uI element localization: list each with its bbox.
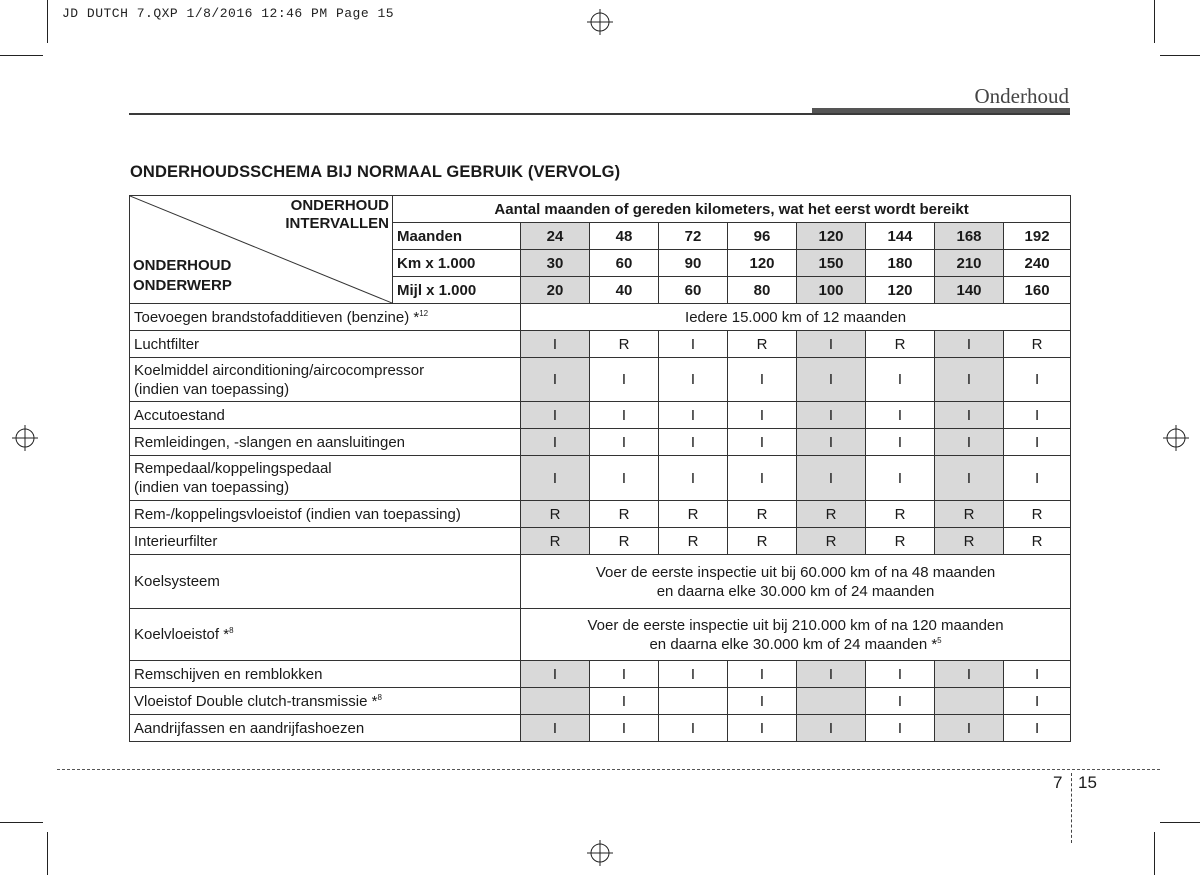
schedule-cell: [521, 688, 590, 715]
crop-mark: [0, 822, 43, 823]
interval-value: 30: [521, 250, 590, 277]
corner-intervals-label: ONDERHOUD INTERVALLEN: [285, 197, 389, 232]
schedule-cell: R: [659, 501, 728, 528]
row-item: Remleidingen, -slangen en aansluitingen: [130, 429, 521, 456]
interval-value: 160: [1004, 277, 1071, 304]
interval-label: Maanden: [393, 223, 521, 250]
table-row: [130, 304, 1071, 331]
schedule-cell: I: [590, 358, 659, 402]
schedule-cell: R: [866, 501, 935, 528]
schedule-cell: R: [590, 528, 659, 555]
chapter-number: 7: [1053, 773, 1063, 792]
schedule-cell: I: [935, 456, 1004, 501]
interval-value: 150: [797, 250, 866, 277]
span-header-row: [130, 196, 1071, 223]
crop-mark: [47, 0, 48, 43]
interval-value: 90: [659, 250, 728, 277]
row-note: Iedere 15.000 km of 12 maanden: [521, 304, 1071, 331]
schedule-cell: I: [521, 429, 590, 456]
schedule-cell: R: [659, 528, 728, 555]
schedule-cell: I: [866, 358, 935, 402]
schedule-cell: I: [866, 402, 935, 429]
schedule-cell: I: [1004, 715, 1071, 742]
schedule-cell: I: [659, 661, 728, 688]
schedule-cell: R: [590, 501, 659, 528]
schedule-cell: I: [590, 456, 659, 501]
schedule-cell: I: [590, 715, 659, 742]
schedule-cell: I: [797, 429, 866, 456]
schedule-cell: I: [866, 688, 935, 715]
crop-mark: [1160, 822, 1200, 823]
schedule-cell: R: [866, 331, 935, 358]
schedule-cell: R: [521, 528, 590, 555]
row-item: Toevoegen brandstofadditieven (benzine) *$^{12}$: [130, 304, 521, 331]
interval-label: Km x 1.000: [393, 250, 521, 277]
interval-value: 20: [521, 277, 590, 304]
interval-value: 60: [659, 277, 728, 304]
row-item: Rempedaal/koppelingspedaal (indien van toepassing): [130, 456, 521, 501]
row-item: Koelmiddel airconditioning/aircocompressor (indien van toepassing): [130, 358, 521, 402]
section-title: Onderhoud: [974, 84, 1069, 108]
schedule-cell: I: [935, 402, 1004, 429]
interval-value: 48: [590, 223, 659, 250]
schedule-cell: I: [521, 358, 590, 402]
schedule-cell: R: [1004, 331, 1071, 358]
row-item: Koelsysteem: [130, 555, 521, 609]
schedule-cell: I: [521, 661, 590, 688]
schedule-cell: R: [797, 501, 866, 528]
schedule-cell: I: [728, 456, 797, 501]
registration-mark-icon: [587, 9, 613, 35]
row-item: Aandrijfassen en aandrijfashoezen: [130, 715, 521, 742]
schedule-cell: I: [866, 429, 935, 456]
schedule-cell: I: [866, 456, 935, 501]
schedule-cell: I: [1004, 429, 1071, 456]
schedule-cell: I: [521, 331, 590, 358]
table-row: [130, 528, 1071, 555]
crop-mark: [47, 832, 48, 875]
interval-value: 120: [797, 223, 866, 250]
schedule-cell: I: [1004, 661, 1071, 688]
schedule-cell: I: [797, 358, 866, 402]
interval-value: 72: [659, 223, 728, 250]
schedule-cell: [659, 688, 728, 715]
schedule-cell: I: [1004, 402, 1071, 429]
schedule-cell: I: [728, 661, 797, 688]
header-rule: [129, 113, 1070, 115]
schedule-cell: I: [797, 402, 866, 429]
row-item: Luchtfilter: [130, 331, 521, 358]
schedule-cell: I: [590, 429, 659, 456]
schedule-cell: I: [1004, 358, 1071, 402]
corner-subject-label: ONDERHOUD ONDERWERP: [133, 257, 232, 294]
schedule-cell: I: [728, 715, 797, 742]
interval-value: 240: [1004, 250, 1071, 277]
registration-mark-icon: [12, 425, 38, 451]
interval-value: 100: [797, 277, 866, 304]
interval-value: 60: [590, 250, 659, 277]
schedule-cell: I: [728, 688, 797, 715]
schedule-cell: R: [728, 501, 797, 528]
row-item: Accutoestand: [130, 402, 521, 429]
footer-dashed-rule: [57, 769, 1160, 770]
row-note: Voer de eerste inspectie uit bij 60.000 km of na 48 maanden en daarna elke 30.000 km of 24 maanden: [521, 555, 1071, 609]
table-row: [130, 501, 1071, 528]
registration-mark-icon: [587, 840, 613, 866]
table-row: [130, 555, 1071, 609]
page-number: 15: [1078, 773, 1097, 792]
interval-value: 120: [728, 250, 797, 277]
interval-value: 192: [1004, 223, 1071, 250]
schedule-cell: I: [590, 402, 659, 429]
schedule-cell: I: [797, 331, 866, 358]
interval-value: 24: [521, 223, 590, 250]
schedule-cell: I: [866, 661, 935, 688]
schedule-cell: I: [659, 402, 728, 429]
table-row: [130, 456, 1071, 501]
schedule-cell: I: [728, 402, 797, 429]
table-row: [130, 609, 1071, 661]
schedule-cell: I: [797, 715, 866, 742]
schedule-cell: I: [590, 688, 659, 715]
row-item: Remschijven en remblokken: [130, 661, 521, 688]
interval-value: 180: [866, 250, 935, 277]
schedule-cell: I: [866, 715, 935, 742]
row-item: Koelvloeistof *$^8$: [130, 609, 521, 661]
schedule-cell: I: [728, 429, 797, 456]
interval-label: Mijl x 1.000: [393, 277, 521, 304]
schedule-cell: I: [659, 456, 728, 501]
interval-value: 96: [728, 223, 797, 250]
schedule-cell: I: [659, 715, 728, 742]
interval-value: 40: [590, 277, 659, 304]
table-row: [130, 358, 1071, 402]
schedule-cell: I: [590, 661, 659, 688]
row-item: Vloeistof Double clutch-transmissie *$^8$: [130, 688, 521, 715]
schedule-cell: I: [521, 456, 590, 501]
schedule-cell: I: [521, 715, 590, 742]
corner-cell: [130, 196, 393, 304]
table-row: [130, 715, 1071, 742]
interval-value: 210: [935, 250, 1004, 277]
schedule-cell: R: [866, 528, 935, 555]
crop-mark: [1154, 832, 1155, 875]
schedule-cell: R: [935, 528, 1004, 555]
schedule-cell: [797, 688, 866, 715]
schedule-cell: I: [935, 429, 1004, 456]
interval-value: 140: [935, 277, 1004, 304]
crop-mark: [0, 55, 43, 56]
table-row: [130, 688, 1071, 715]
page-number-divider: [1071, 773, 1073, 843]
maintenance-schedule-table: [129, 195, 1071, 742]
table-row: [130, 429, 1071, 456]
schedule-cell: R: [935, 501, 1004, 528]
schedule-cell: I: [659, 429, 728, 456]
table-row: [130, 331, 1071, 358]
crop-mark: [1160, 55, 1200, 56]
schedule-cell: I: [797, 661, 866, 688]
schedule-cell: I: [659, 358, 728, 402]
interval-value: 168: [935, 223, 1004, 250]
schedule-cell: R: [797, 528, 866, 555]
schedule-cell: R: [1004, 528, 1071, 555]
schedule-cell: I: [935, 661, 1004, 688]
interval-value: 120: [866, 277, 935, 304]
schedule-cell: R: [728, 528, 797, 555]
registration-mark-icon: [1163, 425, 1189, 451]
schedule-cell: [935, 688, 1004, 715]
table-row: [130, 402, 1071, 429]
schedule-cell: I: [728, 358, 797, 402]
schedule-cell: I: [1004, 456, 1071, 501]
crop-mark: [1154, 0, 1155, 43]
schedule-cell: I: [935, 358, 1004, 402]
row-note: Voer de eerste inspectie uit bij 210.000 km of na 120 maanden en daarna elke 30.000 km of 24 maanden *$^5$: [521, 609, 1071, 661]
schedule-cell: I: [935, 715, 1004, 742]
printer-slug: JD DUTCH 7.QXP 1/8/2016 12:46 PM Page 15: [62, 6, 395, 21]
schedule-cell: I: [935, 331, 1004, 358]
schedule-cell: R: [521, 501, 590, 528]
interval-value: 144: [866, 223, 935, 250]
row-item: Interieurfilter: [130, 528, 521, 555]
span-header: Aantal maanden of gereden kilometers, wat het eerst wordt bereikt: [393, 196, 1071, 223]
schedule-cell: I: [1004, 688, 1071, 715]
schedule-cell: R: [590, 331, 659, 358]
schedule-cell: I: [521, 402, 590, 429]
schedule-cell: I: [797, 456, 866, 501]
schedule-cell: R: [728, 331, 797, 358]
interval-value: 80: [728, 277, 797, 304]
page-heading: ONDERHOUDSSCHEMA BIJ NORMAAL GEBRUIK (VERVOLG): [130, 163, 621, 181]
schedule-cell: I: [659, 331, 728, 358]
row-item: Rem-/koppelingsvloeistof (indien van toepassing): [130, 501, 521, 528]
table-row: [130, 661, 1071, 688]
schedule-cell: R: [1004, 501, 1071, 528]
